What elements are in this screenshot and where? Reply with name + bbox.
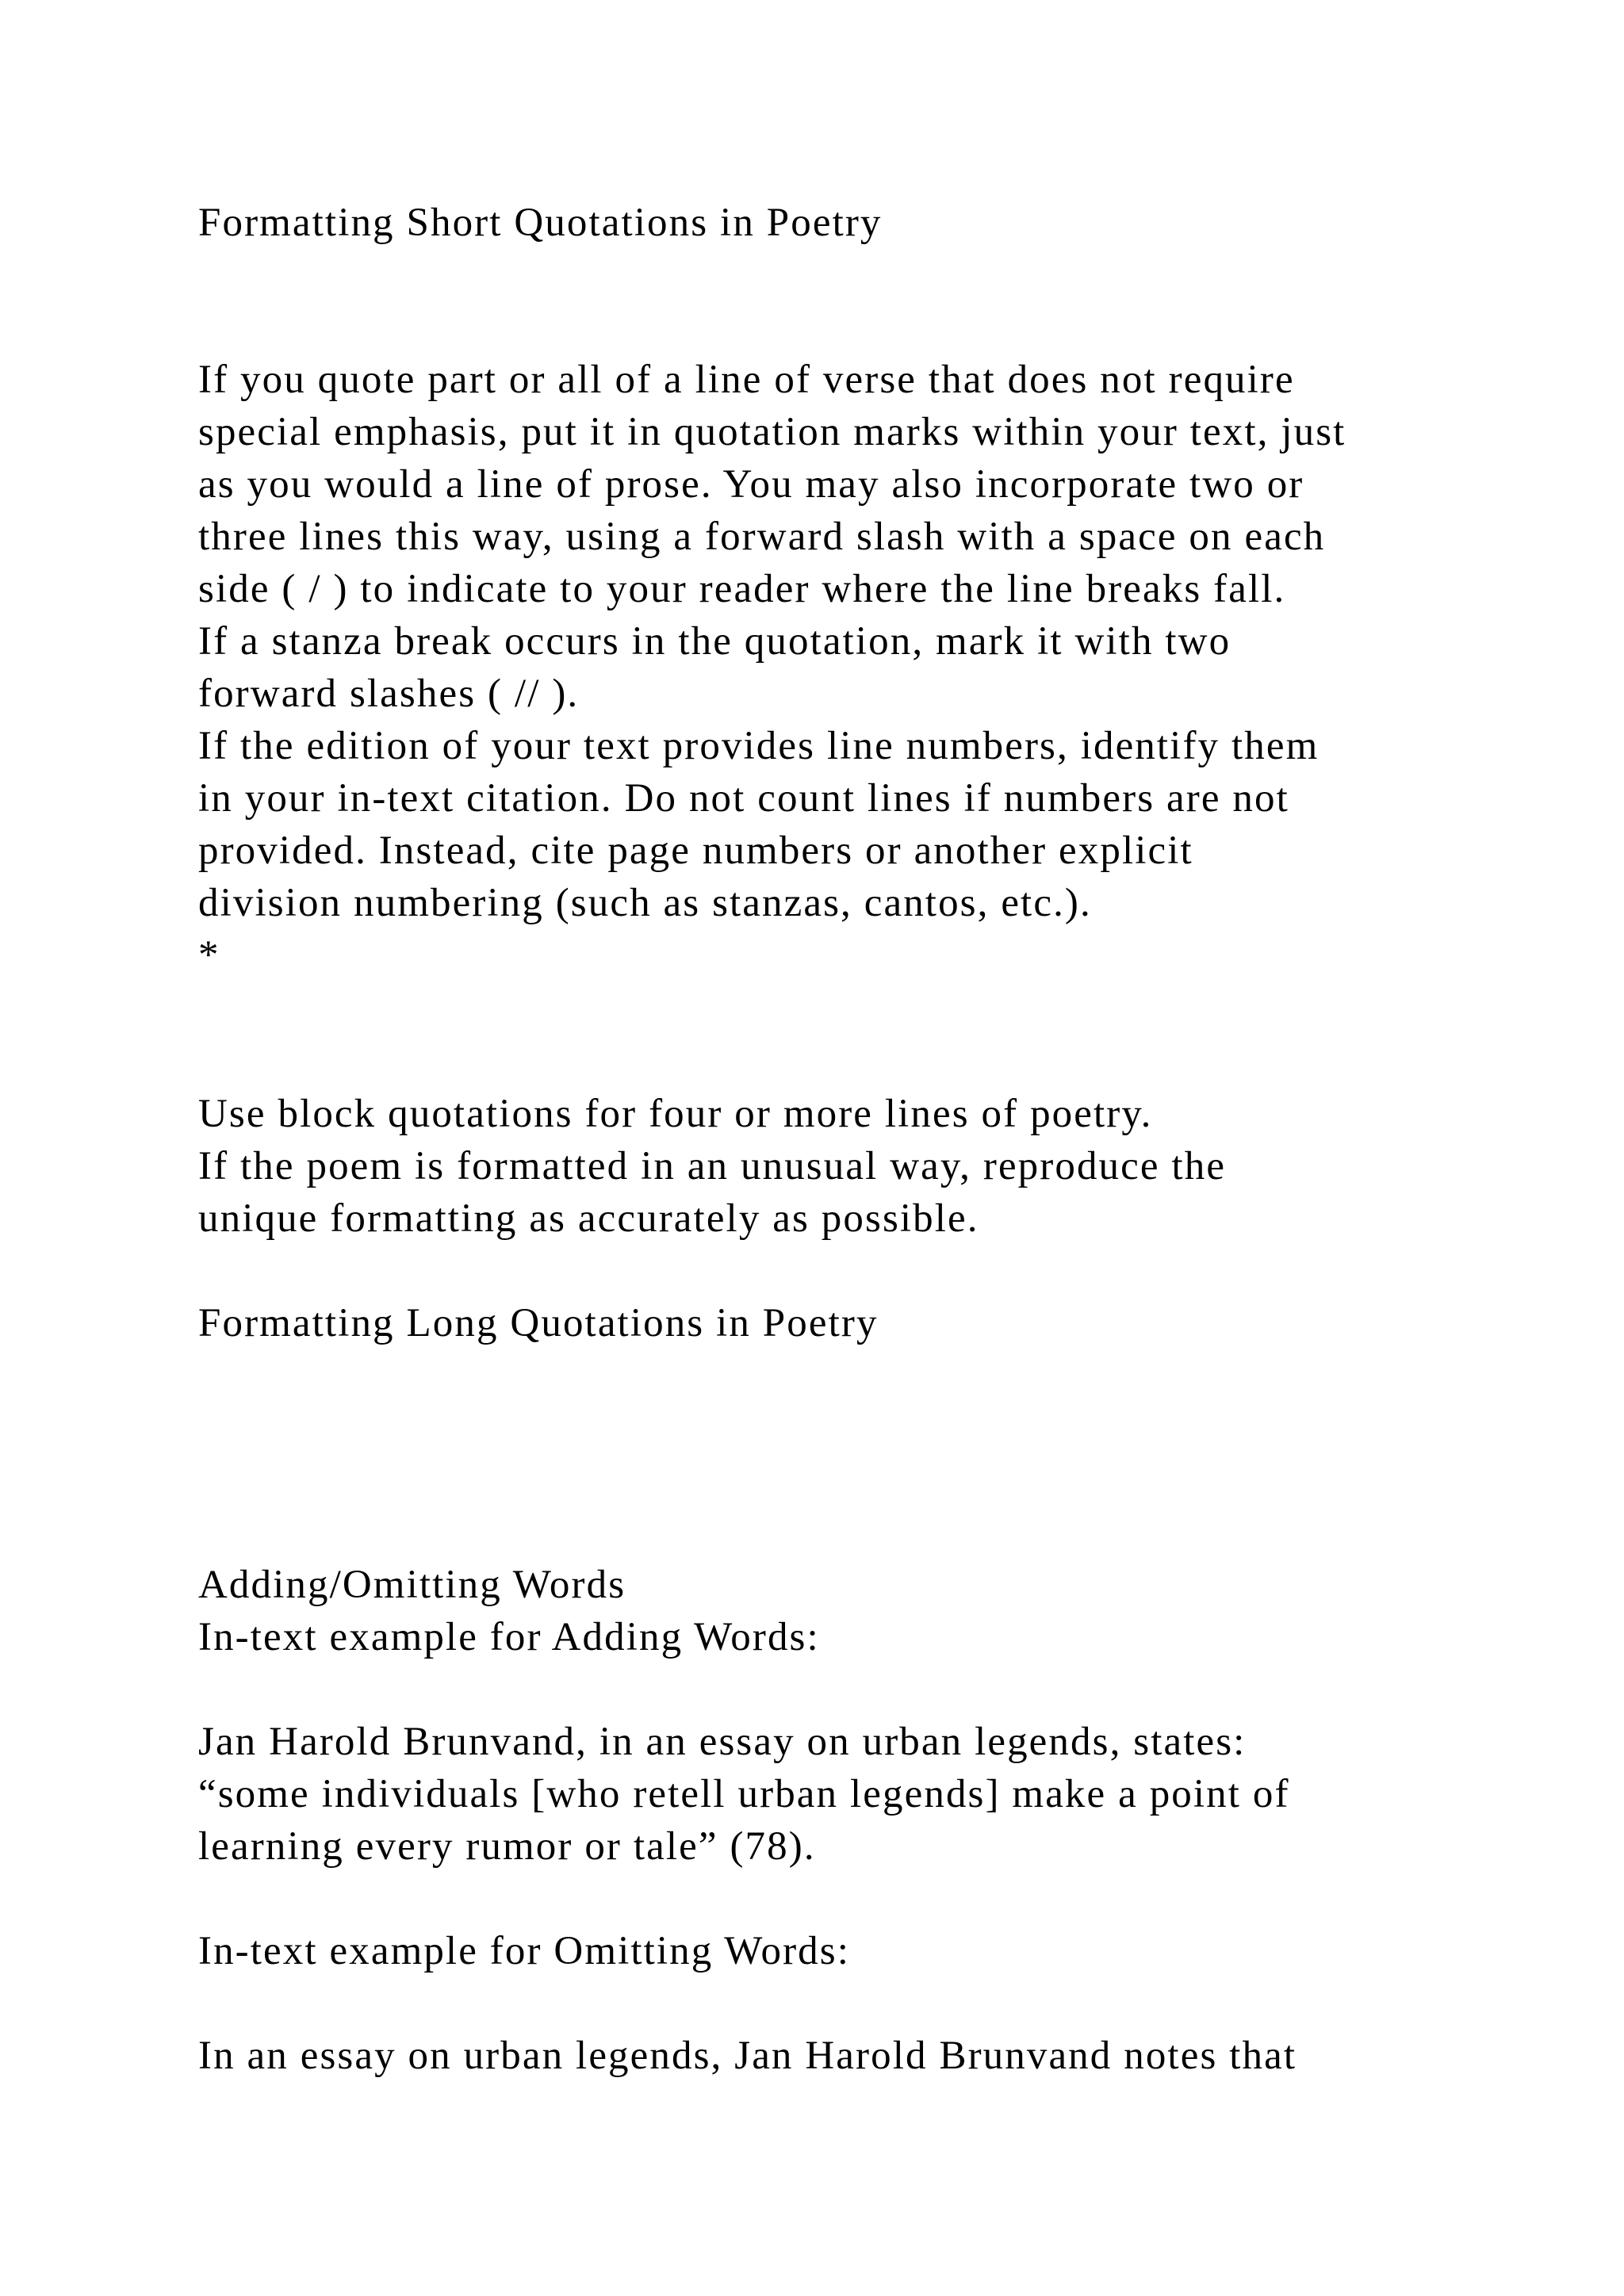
- paragraph-line: If the edition of your text provides line numbers, identify them: [198, 724, 1320, 768]
- paragraph-line: provided. Instead, cite page numbers or another explicit: [198, 828, 1193, 873]
- paragraph-line: unique formatting as accurately as possible.: [198, 1196, 979, 1241]
- paragraph-line: three lines this way, using a forward slash with a space on each: [198, 515, 1326, 559]
- paragraph-line: forward slashes ( // ).: [198, 672, 580, 716]
- asterisk-marker: *: [198, 933, 220, 978]
- omitting-example-label: In-text example for Omitting Words:: [198, 1929, 850, 1973]
- adding-omitting-heading: Adding/Omitting Words: [198, 1563, 626, 1607]
- paragraph-line: side ( / ) to indicate to your reader where the line breaks fall.: [198, 567, 1286, 611]
- paragraph-line: Use block quotations for four or more lines of poetry.: [198, 1092, 1153, 1136]
- paragraph-line: division numbering (such as stanzas, cantos, etc.).: [198, 881, 1092, 925]
- paragraph-line: as you would a line of prose. You may also incorporate two or: [198, 462, 1304, 507]
- paragraph-line: If you quote part or all of a line of verse that does not require: [198, 358, 1295, 402]
- adding-example-label: In-text example for Adding Words:: [198, 1615, 820, 1659]
- paragraph-line: special emphasis, put it in quotation marks within your text, just: [198, 410, 1346, 454]
- paragraph-line: learning every rumor or tale” (78).: [198, 1824, 816, 1869]
- long-quotations-heading: Formatting Long Quotations in Poetry: [198, 1301, 879, 1345]
- short-quotations-heading: Formatting Short Quotations in Poetry: [198, 201, 883, 245]
- paragraph-line: Jan Harold Brunvand, in an essay on urban legends, states:: [198, 1720, 1247, 1764]
- paragraph-line: If the poem is formatted in an unusual way, reproduce the: [198, 1144, 1227, 1188]
- paragraph-line: “some individuals [who retell urban legends] make a point of: [198, 1772, 1290, 1816]
- paragraph-line: If a stanza break occurs in the quotation, mark it with two: [198, 619, 1231, 664]
- paragraph-line: in your in-text citation. Do not count lines if numbers are not: [198, 776, 1289, 821]
- paragraph-line: In an essay on urban legends, Jan Harold Brunvand notes that: [198, 2034, 1297, 2078]
